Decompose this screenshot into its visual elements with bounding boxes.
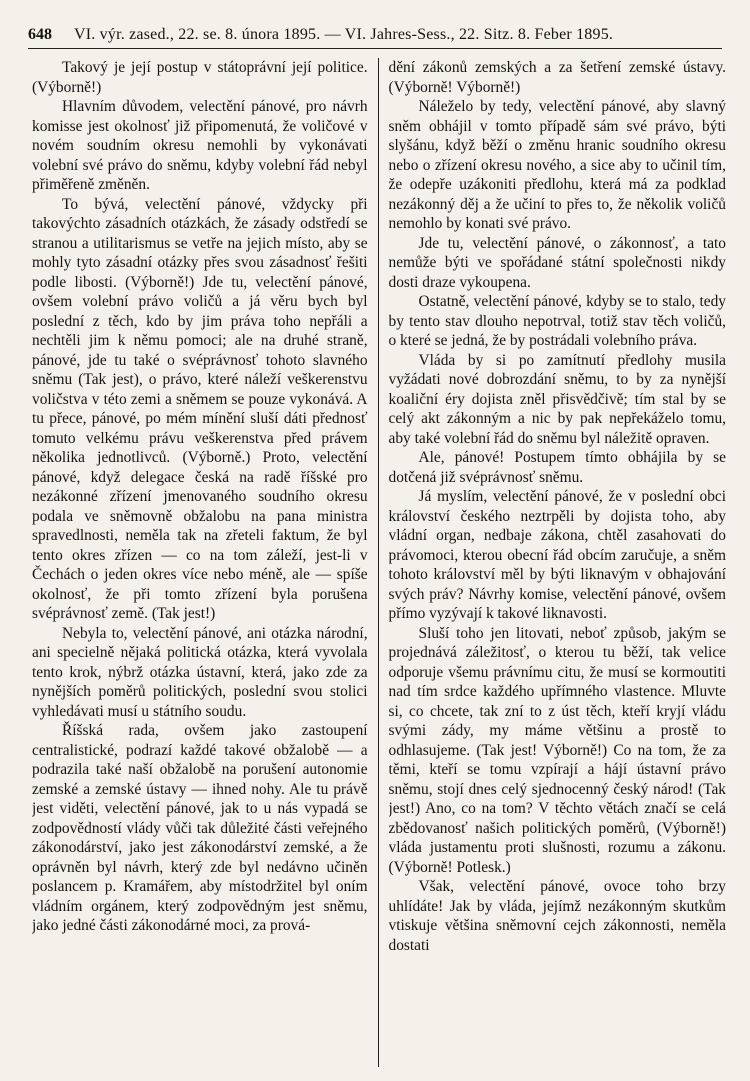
paragraph: Nebyla to, velectění pánové, ani otázka národní, ani specielně nějaká politická otázka, která vyvolala tento krok, nýbrž otázka ústavní, která, jako zde za nynějších poměrů politických, poslední svou stolici vyhledávati musí u státního soudu. (32, 624, 368, 720)
paragraph: To bývá, velectění pánové, vždycky při takovýchto zásadních otázkách, že zásady odstředí se stranou a utilitarismus se vetře na jejich místo, aby se mohly tyto zásadní otázky přes svou zásadnosť řešiti podle libosti. (Výborně!) Jde tu, velectění pánové, ovšem volební právo voličů a já věru bych byl poslední z těch, kdo by jim práva toho nepřáli a nechtěli jim k němu pomoci; ale na druhé straně, pánové, jde tu také o svéprávnosť tohoto slavného sněmu (Tak jest), o právo, které náleží veškerenstvu voličstva v této zemi a sněmem se pouze vykonává. A tu přece, pánové, po mém mínění sluší dáti přednosť tomuto velkému právu veškerenstva před právem několika jednotlivců. (Výborně.) Proto, velectění pánové, když delegace česká na radě říšské pro nezákonné zřízení jmenovaného soudního okresu podala ve sněmovně obžalobu na pana ministra spravedlnosti, neměla tak na zřeteli faktum, že byl tento okres zřízen — co na tom záleží, jest-li v Čechách o jeden okres více nebo méně, ale — spíše okolnosť, že při tomto zřízení byla porušena svéprávnosť země. (Tak jest!) (32, 195, 368, 622)
text-columns (32, 58, 726, 1067)
paragraph: Takový je její postup v státoprávní její politice. (Výborně!) (32, 59, 368, 96)
running-title: VI. výr. zased., 22. se. 8. února 1895. — VI. Jahres-Sess., 22. Sitz. 8. Feber 1895. (74, 26, 614, 43)
paragraph: Říšská rada, ovšem jako zastoupení centralistické, podrazí každé takové obžalobě — a podrazila také naší obžalobě na porušení autonomie zemské a zemské ústavy — ihned nohy. Ale tu právě jest viděti, velectění pánové, jak to u nás vypadá se zodpovědností vlády vůči tak důležité části veřejného zákonodárství, jako jest zákonodárství zemské, a že oprávněn byl návrh, který zde byl nedávno učiněn poslancem p. Kramářem, aby místodržitel byl oním vládním orgánem, který zodpovědným jest sněmu, jako jedné části zákonodárné moci, za prová- (32, 722, 368, 934)
paragraph: Ale, pánové! Postupem tímto obhájila by se dotčená již svéprávnosť sněmu. (388, 449, 726, 486)
right-column (389, 58, 726, 1067)
running-header (28, 14, 722, 49)
paragraph: Však, velectění pánové, ovoce toho brzy uhlídáte! Jak by vláda, jejímž nezákonným skutkům vtiskuje většina sněmovní cejch zákonnosti, neměla dostati (388, 878, 726, 954)
column-divider (378, 58, 379, 1067)
paragraph: Já myslím, velectění pánové, že v poslední obci království českého neztrpěli by dojista toho, aby vládní organ, nedbaje zákona, chtěl zasahovati do právomoci, kterou obecní řád obcím zaručuje, a sněm tohoto království měl by býti liknavým v obhajování svých práv? Návrhy komise, velectění pánové, ovšem přímo vyzývají k takové liknavosti. (388, 488, 726, 622)
page-number: 648 (28, 26, 52, 43)
paragraph: Hlavním důvodem, velectění pánové, pro návrh komisse jest okolnosť již připomenutá, že voličové v novém soudním okresu nemohli by vykonávati volební své právo do sněmu, kdyby volební řád nebyl přiměřeně změněn. (32, 98, 368, 193)
paragraph: Náleželo by tedy, velectění pánové, aby slavný sněm obhájil v tomto případě sám své právo, býti slyšánu, když běží o změnu hranic soudního okresu nebo o zřízení okresu nového, a sice aby to učinil tím, že odepře uzákoniti předlohu, která má za podklad nezákonný děj a že učiní to přes to, že několik voličů nemohlo by konati své právo. (388, 98, 726, 232)
paragraph: Vláda by si po zamítnutí předlohy musila vyžádati nové dobrozdání sněmu, to by za nynější koaliční éry dojista zněl přisvědčivě; tím stal by se celý akt zákonným a nic by pak nepřekáželo tomu, aby také volební řád do sněmu byl náležitě opraven. (388, 351, 726, 447)
paragraph: Sluší toho jen litovati, neboť způsob, jakým se projednává záležitosť, o kterou tu běží, tak velice odporuje všemu právnímu citu, že musí se kormoutiti nad tím srdce každého upřímného vlastence. Mluvte si, co chcete, tak zní to z úst těch, kteří kryjí vládu svými zády, my máme většinu a prostě to odhlasujeme. (Tak jest! Výborně!) Co na tom, že za těmi, kteří se tomu vzpírají a hájí ústavní právo sněmu, stojí dnes celý sjednocenný český národ! (Tak jest!) Ano, co na tom? V těchto větách značí se celá zbědovanosť našich politických poměrů, (Výborně!) vláda justamentu proti slušnosti, rozumu a zákonu. (Výborně! Potlesk.) (388, 624, 726, 876)
paragraph: Ostatně, velectění pánové, kdyby se to stalo, tedy by tento stav dlouho nepotrval, totiž stav těch voličů, o které se jedná, že by postrádali volebního práva. (388, 293, 726, 349)
paragraph: Jde tu, velectění pánové, o zákonnosť, a tato nemůže býti ve spořádané státní společnosti nikdy dosti draze vykoupena. (388, 234, 726, 291)
paragraph: dění zákonů zemských a za šetření zemské ústavy. (Výborně! Výborně!) (388, 59, 726, 96)
left-column (32, 58, 368, 1067)
